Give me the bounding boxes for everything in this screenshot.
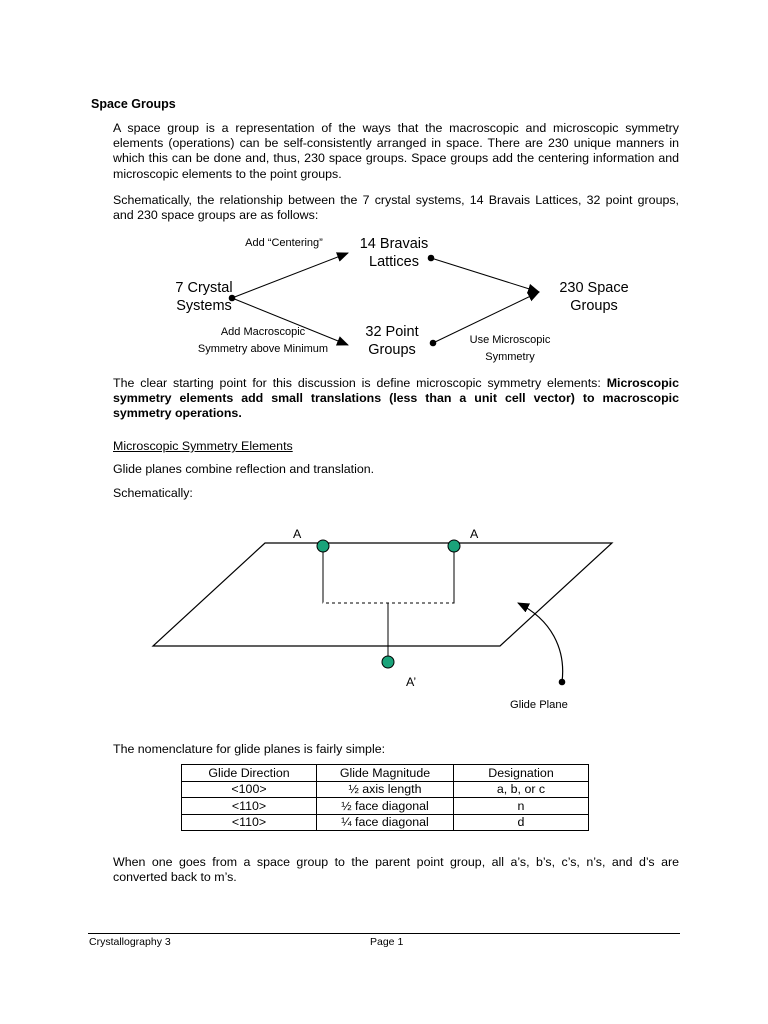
- page-heading: Space Groups: [91, 97, 176, 111]
- table-cell: ½ axis length: [317, 781, 454, 798]
- label-glide-plane: Glide Plane: [510, 699, 568, 711]
- label-add-centering: Add “Centering”: [245, 237, 323, 249]
- table-cell: d: [454, 814, 589, 831]
- table-row: [182, 814, 589, 831]
- table-header-row: [182, 765, 589, 782]
- paragraph-glide-planes: Glide planes combine reflection and translation.: [113, 462, 375, 476]
- table-header-cell: Glide Magnitude: [317, 765, 454, 782]
- footer-page-number: Page 1: [370, 936, 404, 948]
- table-cell: ½ face diagonal: [317, 798, 454, 815]
- table-cell: <110>: [182, 798, 317, 815]
- table-row: [182, 798, 589, 815]
- label-7-crystal-systems: 7 Crystal Systems: [175, 280, 233, 314]
- footer-divider: [88, 933, 680, 934]
- atom-a-right: [448, 540, 460, 552]
- glide-plane-pointer-dot: [559, 679, 566, 686]
- label-atom-a-right: A: [470, 527, 479, 541]
- label-14-bravais-lattices: 14 Bravais Lattices: [359, 236, 429, 270]
- section-heading-microscopic: Microscopic Symmetry Elements: [113, 439, 293, 453]
- arrow-bravais-to-space: [431, 258, 539, 292]
- table-cell: ¼ face diagonal: [317, 814, 454, 831]
- table-cell: <110>: [182, 814, 317, 831]
- paragraph-schematically: Schematically:: [113, 486, 193, 500]
- paragraph-starting-point: [113, 376, 679, 422]
- table-row: [182, 781, 589, 798]
- atom-a-prime: [382, 656, 394, 668]
- table-cell: <100>: [182, 781, 317, 798]
- label-use-microscopic-symmetry: Use Microscopic Symmetry: [469, 334, 551, 363]
- table-cell: a, b, or c: [454, 781, 589, 798]
- footer-title: Crystallography 3: [89, 936, 171, 948]
- paragraph-schematic-intro: Schematically, the relationship between the 7 crystal systems, 14 Bravais Lattices, 32 point groups, and 230 space groups are as follows:: [113, 193, 679, 223]
- paragraph-space-group-definition: A space group is a representation of the ways that the macroscopic and microscopic symmetry elements (operations) can be self-consistently arranged in space. There are 230 unique manners in which this can be done and, thus, 230 space groups. Space groups add the centering information and microscopic elements to the point groups.: [113, 121, 679, 181]
- glide-nomenclature-table: [181, 764, 589, 831]
- label-atom-a-left: A: [293, 527, 302, 541]
- glide-plane-pointer-arrow: [518, 603, 563, 682]
- table-cell: n: [454, 798, 589, 815]
- arrow-crystal-to-bravais: [232, 253, 348, 298]
- starting-point-bold-text: Microscopic symmetry elements add small translations (less than a unit cell vector) to macroscopic symmetry operations.: [113, 376, 679, 421]
- glide-bracket: [323, 546, 454, 603]
- table-header-cell: Glide Direction: [182, 765, 317, 782]
- paragraph-nomenclature: The nomenclature for glide planes is fairly simple:: [113, 742, 386, 756]
- label-230-space-groups: 230 Space Groups: [559, 280, 629, 314]
- starting-point-text: The clear starting point for this discussion is define microscopic symmetry elements:: [113, 376, 607, 390]
- glide-plane-parallelogram: [153, 543, 612, 646]
- table-header-cell: Designation: [454, 765, 589, 782]
- paragraph-conversion: When one goes from a space group to the parent point group, all a’s, b’s, c’s, n’s, and d’s are converted back to m’s.: [113, 855, 679, 885]
- atom-a-left: [317, 540, 329, 552]
- label-add-macroscopic-symmetry: Add Macroscopic Symmetry above Minimum: [197, 326, 329, 355]
- label-32-point-groups: 32 Point Groups: [365, 324, 419, 358]
- label-atom-a-prime: A’: [406, 675, 417, 689]
